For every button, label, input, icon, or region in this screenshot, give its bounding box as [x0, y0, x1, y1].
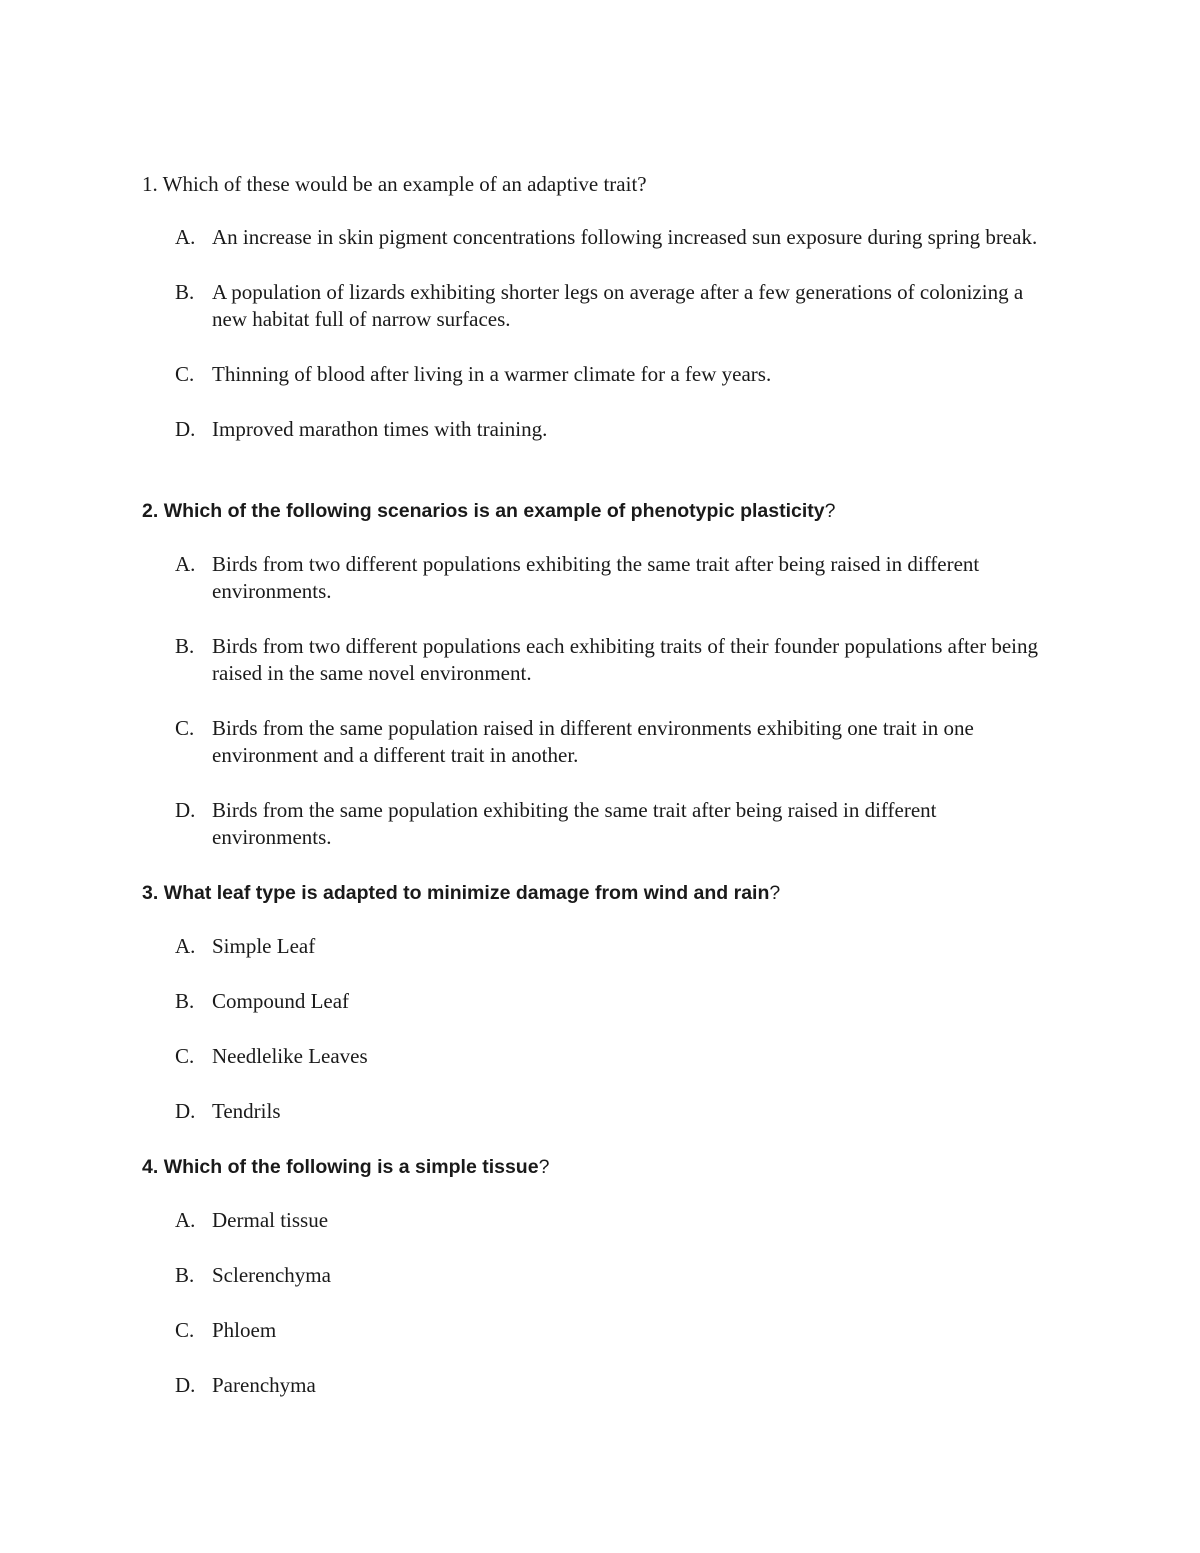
question-stem: Which of the following is a simple tissue — [163, 1156, 539, 1178]
question-1-text — [142, 170, 1042, 198]
option-text: A population of lizards exhibiting shorter legs on average after a few generations of colonizing a new habitat full of narrow surfaces. — [212, 280, 1024, 331]
option-text: Tendrils — [212, 1099, 281, 1123]
answer-options — [142, 933, 1042, 1125]
question-stem: What leaf type is adapted to minimize damage from wind and rain — [163, 882, 770, 904]
option-a — [142, 933, 1042, 960]
question-number: 2. — [142, 500, 159, 522]
option-a — [142, 224, 1042, 251]
option-text: An increase in skin pigment concentrations following increased sun exposure during spring break. — [212, 225, 1038, 249]
option-letter: D. — [175, 1373, 196, 1397]
answer-options — [142, 551, 1042, 851]
option-letter: B. — [175, 634, 195, 658]
question-2 — [142, 497, 1042, 851]
option-text: Simple Leaf — [212, 934, 316, 958]
option-letter: C. — [175, 716, 195, 740]
option-text: Improved marathon times with training. — [212, 417, 548, 441]
option-c — [142, 715, 1042, 769]
question-mark: ? — [824, 500, 836, 522]
option-letter: B. — [175, 989, 195, 1013]
question-stem: Which of these would be an example of an adaptive trait? — [162, 172, 647, 196]
option-letter: C. — [175, 1318, 195, 1342]
option-letter: A. — [175, 552, 196, 576]
option-text: Needlelike Leaves — [212, 1044, 368, 1068]
option-text: Sclerenchyma — [212, 1263, 331, 1287]
option-letter: D. — [175, 417, 196, 441]
question-2-text — [142, 497, 1042, 525]
option-b — [142, 279, 1042, 333]
question-3-text — [142, 879, 1042, 907]
option-text: Phloem — [212, 1318, 277, 1342]
option-c — [142, 1043, 1042, 1070]
option-d — [142, 797, 1042, 851]
option-text: Parenchyma — [212, 1373, 316, 1397]
option-letter: B. — [175, 1263, 195, 1287]
question-mark: ? — [538, 1156, 550, 1178]
option-letter: C. — [175, 1044, 195, 1068]
option-letter: A. — [175, 225, 196, 249]
question-4-text — [142, 1153, 1042, 1181]
option-letter: A. — [175, 1208, 196, 1232]
question-3 — [142, 879, 1042, 1125]
option-b — [142, 988, 1042, 1015]
option-c — [142, 361, 1042, 388]
option-letter: D. — [175, 798, 196, 822]
option-text: Compound Leaf — [212, 989, 350, 1013]
option-d — [142, 1098, 1042, 1125]
question-number: 3. — [142, 882, 159, 904]
question-4 — [142, 1153, 1042, 1399]
option-a — [142, 551, 1042, 605]
option-d — [142, 1372, 1042, 1399]
question-mark: ? — [769, 882, 781, 904]
option-d — [142, 416, 1042, 443]
question-number: 1. — [142, 172, 158, 196]
option-letter: B. — [175, 280, 195, 304]
option-letter: A. — [175, 934, 196, 958]
option-b — [142, 1262, 1042, 1289]
answer-options — [142, 224, 1042, 443]
question-1 — [142, 170, 1042, 443]
option-text: Birds from the same population raised in different environments exhibiting one trait in one environment and a different trait in another. — [212, 716, 974, 767]
option-a — [142, 1207, 1042, 1234]
option-letter: C. — [175, 362, 195, 386]
option-text: Birds from two different populations exhibiting the same trait after being raised in different environments. — [212, 552, 980, 603]
option-text: Birds from two different populations each exhibiting traits of their founder populations after being raised in the same novel environment. — [212, 634, 1038, 685]
question-number: 4. — [142, 1156, 159, 1178]
answer-options — [142, 1207, 1042, 1399]
question-stem: Which of the following scenarios is an example of phenotypic plasticity — [163, 500, 825, 522]
option-text: Birds from the same population exhibiting the same trait after being raised in different environments. — [212, 798, 937, 849]
option-letter: D. — [175, 1099, 196, 1123]
option-text: Thinning of blood after living in a warmer climate for a few years. — [212, 362, 772, 386]
option-text: Dermal tissue — [212, 1208, 329, 1232]
option-c — [142, 1317, 1042, 1344]
option-b — [142, 633, 1042, 687]
